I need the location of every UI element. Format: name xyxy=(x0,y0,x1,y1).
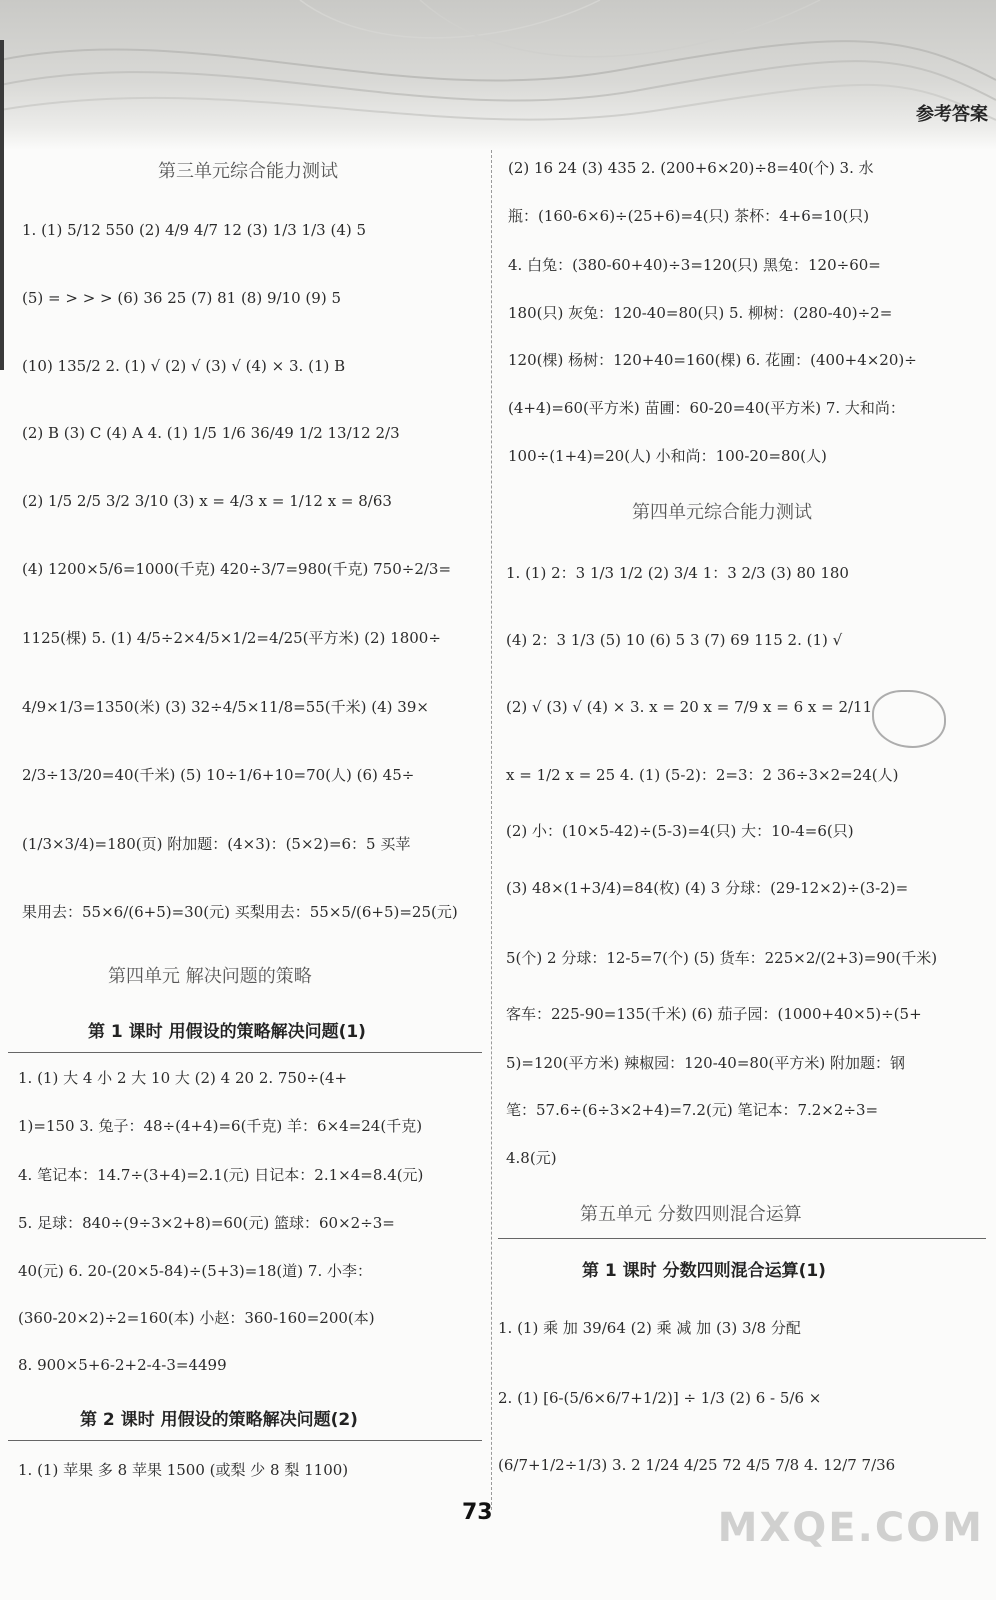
heading-unit4-test: 第四单元综合能力测试 xyxy=(632,502,812,523)
unit3-line: (4) 1200×5/6=1000(千克) 420÷3/7=980(千克) 750÷2/3= xyxy=(22,560,452,578)
heading-unit5-lesson1: 第 1 课时 分数四则混合运算(1) xyxy=(582,1261,826,1281)
right-top-line: 120(棵) 杨树：120+40=160(棵) 6. 花圃：(400+4×20)÷ xyxy=(508,351,917,369)
unit3-line: 2/3÷13/20=40(千米) (5) 10÷1/6+10=70(人) (6) 45÷ xyxy=(22,766,415,784)
stamp-mark xyxy=(872,690,946,748)
unit4-test-line: 4.8(元) xyxy=(506,1149,557,1167)
section-rule xyxy=(8,1052,482,1053)
lesson1-line: 4. 笔记本：14.7÷(3+4)=2.1(元) 日记本：2.1×4=8.4(元) xyxy=(18,1166,424,1184)
heading-unit5: 第五单元 分数四则混合运算 xyxy=(580,1204,802,1225)
right-top-line: 瓶：(160-6×6)÷(25+6)=4(只) 茶杯：4+6=10(只) xyxy=(508,207,870,225)
right-top-line: 180(只) 灰兔：120-40=80(只) 5. 柳树：(280-40)÷2= xyxy=(508,304,893,322)
section-rule xyxy=(498,1238,986,1239)
unit4-test-line: (2) √ (3) √ (4) × 3. x = 20 x = 7/9 x = 6 x = 2/11 xyxy=(506,698,873,716)
unit4-test-line: (3) 48×(1+3/4)=84(枚) (4) 3 分球：(29-12×2)÷(3-2)= xyxy=(506,879,909,897)
header-wave-pattern xyxy=(0,0,996,150)
heading-lesson2: 第 2 课时 用假设的策略解决问题(2) xyxy=(80,1410,358,1430)
faint-stamp-mark xyxy=(110,1295,260,1395)
lesson1-line: (360-20×2)÷2=160(本) 小赵：360-160=200(本) xyxy=(18,1309,375,1327)
unit4-test-line: 1. (1) 2：3 1/3 1/2 (2) 3/4 1：3 2/3 (3) 80 180 xyxy=(506,564,849,582)
right-top-line: 4. 白兔：(380-60+40)÷3=120(只) 黑兔：120÷60= xyxy=(508,256,881,274)
lesson1-line: 40(元) 6. 20-(20×5-84)÷(5+3)=18(道) 7. 小李： xyxy=(18,1262,372,1280)
unit5-line: 2. (1) [6-(5/6×6/7+1/2)] ÷ 1/3 (2) 6 - 5/6 × xyxy=(498,1389,822,1407)
unit3-line: 1125(棵) 5. (1) 4/5÷2×4/5×1/2=4/25(平方米) (2) 1800÷ xyxy=(22,629,441,647)
site-watermark: MXQE.COM xyxy=(717,1505,984,1551)
heading-lesson1: 第 1 课时 用假设的策略解决问题(1) xyxy=(88,1022,366,1042)
unit3-line: (2) B (3) C (4) A 4. (1) 1/5 1/6 36/49 1/2 13/12 2/3 xyxy=(22,424,400,442)
unit4-test-line: 5)=120(平方米) 辣椒园：120-40=80(平方米) 附加题：钢 xyxy=(506,1054,905,1072)
header-band xyxy=(0,0,996,150)
lesson1-line: 5. 足球：840÷(9÷3×2+8)=60(元) 篮球：60×2÷3= xyxy=(18,1214,395,1232)
heading-unit4: 第四单元 解决问题的策略 xyxy=(108,966,312,987)
unit4-test-line: 5(个) 2 分球：12-5=7(个) (5) 货车：225×2/(2+3)=90(千米) xyxy=(506,949,938,967)
lesson1-line: 1. (1) 大 4 小 2 大 10 大 (2) 4 20 2. 750÷(4+ xyxy=(18,1069,348,1087)
unit5-line: 1. (1) 乘 加 39/64 (2) 乘 减 加 (3) 3/8 分配 xyxy=(498,1319,801,1337)
page-number: 73 xyxy=(462,1500,493,1525)
unit3-line: (10) 135/2 2. (1) √ (2) √ (3) √ (4) × 3. (1) B xyxy=(22,357,346,375)
unit3-line: 果用去：55×6/(6+5)=30(元) 买梨用去：55×5/(6+5)=25(元) xyxy=(22,903,458,921)
right-top-line: (2) 16 24 (3) 435 2. (200+6×20)÷8=40(个) 3. 水 xyxy=(508,159,874,177)
unit4-test-line: (4) 2：3 1/3 (5) 10 (6) 5 3 (7) 69 115 2. (1) √ xyxy=(506,631,843,649)
unit3-line: (1/3×3/4)=180(页) 附加题：(4×3)：(5×2)=6：5 买苹 xyxy=(22,835,411,853)
heading-unit3-test: 第三单元综合能力测试 xyxy=(158,161,338,182)
lesson2-line: 1. (1) 苹果 多 8 苹果 1500 (或梨 少 8 梨 1100) xyxy=(18,1461,349,1479)
unit3-line: (5) = > > > (6) 36 25 (7) 81 (8) 9/10 (9) 5 xyxy=(22,289,341,307)
unit3-line: 1. (1) 5/12 550 (2) 4/9 4/7 12 (3) 1/3 1/3 (4) 5 xyxy=(22,221,367,239)
unit4-test-line: 笔：57.6÷(6÷3×2+4)=7.2(元) 笔记本：7.2×2÷3= xyxy=(506,1101,879,1119)
unit4-test-line: x = 1/2 x = 25 4. (1) (5-2)：2=3：2 36÷3×2=24(人) xyxy=(506,766,899,784)
unit5-line: (6/7+1/2÷1/3) 3. 2 1/24 4/25 72 4/5 7/8 4. 12/7 7/36 xyxy=(498,1456,896,1474)
column-divider xyxy=(491,150,492,1510)
unit3-line: 4/9×1/3=1350(米) (3) 32÷4/5×11/8=55(千米) (4) 39× xyxy=(22,698,429,716)
unit4-test-line: (2) 小：(10×5-42)÷(5-3)=4(只) 大：10-4=6(只) xyxy=(506,822,854,840)
section-rule xyxy=(8,1440,482,1441)
right-top-line: 100÷(1+4)=20(人) 小和尚：100-20=80(人) xyxy=(508,447,827,465)
lesson1-line: 1)=150 3. 兔子：48÷(4+4)=6(千克) 羊：6×4=24(千克) xyxy=(18,1117,423,1135)
lesson1-line: 8. 900×5+6-2+2-4-3=4499 xyxy=(18,1356,227,1374)
binding-edge xyxy=(0,40,4,370)
unit3-line: (2) 1/5 2/5 3/2 3/10 (3) x = 4/3 x = 1/12 x = 8/63 xyxy=(22,492,392,510)
header-label: 参考答案 xyxy=(916,104,988,125)
right-top-line: (4+4)=60(平方米) 苗圃：60-20=40(平方米) 7. 大和尚： xyxy=(508,399,905,417)
unit4-test-line: 客车：225-90=135(千米) (6) 茄子园：(1000+40×5)÷(5+ xyxy=(506,1005,922,1023)
